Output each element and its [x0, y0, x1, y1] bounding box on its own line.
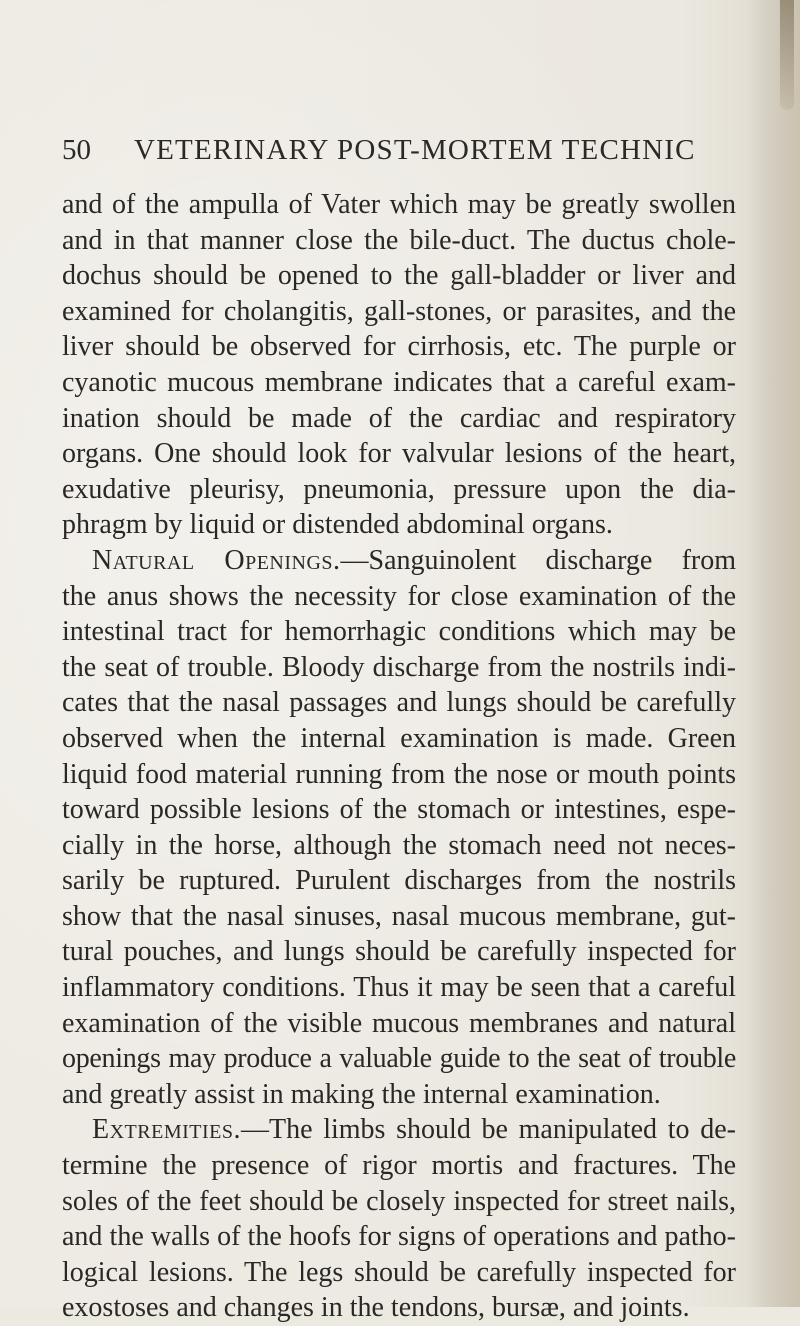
text-line: cates that the nasal passages and lungs should be carefully	[62, 687, 736, 719]
text-line: and greatly assist in making the internal examination.	[62, 1078, 661, 1110]
text-line: sarily be ruptured. Purulent discharges from the nostrils	[62, 865, 736, 897]
text-line: and the walls of the hoofs for signs of operations and patho-	[62, 1221, 736, 1253]
text-line: logical lesions. The legs should be carefully inspected for	[62, 1256, 736, 1288]
text-line: exostoses and changes in the tendons, bursæ, and joints.	[62, 1292, 690, 1324]
text-line: and in that manner close the bile-duct. The ductus chole-	[62, 224, 736, 256]
text-line: openings may produce a valuable guide to the seat of trouble	[62, 1043, 736, 1075]
text-line: examination of the visible mucous membranes and natural	[62, 1007, 736, 1039]
text-line: examined for cholangitis, gall-stones, or parasites, and the	[62, 295, 736, 327]
text-line: phragm by liquid or distended abdominal organs.	[62, 509, 613, 541]
text-line: cially in the horse, although the stomach need not neces-	[62, 829, 736, 861]
text-line: show that the nasal sinuses, nasal mucous membrane, gut-	[62, 900, 736, 932]
section-heading-extremities: Extremities.	[92, 1114, 241, 1146]
paragraph-first-line	[62, 1112, 736, 1148]
text-line: the seat of trouble. Bloody discharge from the nostrils indi-	[62, 651, 736, 683]
page-header	[62, 130, 762, 170]
text-line: soles of the feet should be closely inspected for street nails,	[62, 1185, 736, 1217]
text-line: liquid food material running from the nose or mouth points	[62, 758, 736, 790]
text-line: the anus shows the necessity for close examination of the	[62, 580, 736, 612]
text-line: and of the ampulla of Vater which may be greatly swollen	[62, 189, 736, 220]
text-line: tural pouches, and lungs should be carefully inspected for	[62, 936, 736, 968]
text-line: organs. One should look for valvular lesions of the heart,	[62, 438, 736, 470]
text-line: dochus should be opened to the gall-bladder or liver and	[62, 260, 736, 292]
text-line: cyanotic mucous membrane indicates that a careful exam-	[62, 366, 736, 398]
running-head: VETERINARY POST-MORTEM TECHNIC	[134, 134, 696, 166]
text-line: toward possible lesions of the stomach or intestines, espe-	[62, 794, 736, 826]
text-line: observed when the internal examination is made. Green	[62, 722, 736, 754]
text-line: inflammatory conditions. Thus it may be seen that a careful	[62, 972, 736, 1004]
section-heading-natural-openings: Natural Openings.	[92, 544, 341, 576]
text-line: liver should be observed for cirrhosis, etc. The purple or	[62, 331, 736, 363]
text-line: exudative pleurisy, pneumonia, pressure upon the dia-	[62, 473, 736, 505]
page-edge-mark	[780, 0, 794, 110]
text-run: —The limbs should be manipulated to de-	[240, 1114, 736, 1146]
text-line: ination should be made of the cardiac and respiratory	[62, 402, 736, 434]
page-edge-shadow	[745, 0, 800, 1307]
text-line: termine the presence of rigor mortis and fractures. The	[62, 1150, 736, 1182]
text-run: —Sanguinolent discharge from	[340, 544, 736, 576]
body-text	[62, 187, 736, 1326]
page-number: 50	[62, 134, 91, 166]
paragraph-first-line	[62, 543, 736, 579]
text-line: intestinal tract for hemorrhagic conditions which may be	[62, 616, 736, 648]
